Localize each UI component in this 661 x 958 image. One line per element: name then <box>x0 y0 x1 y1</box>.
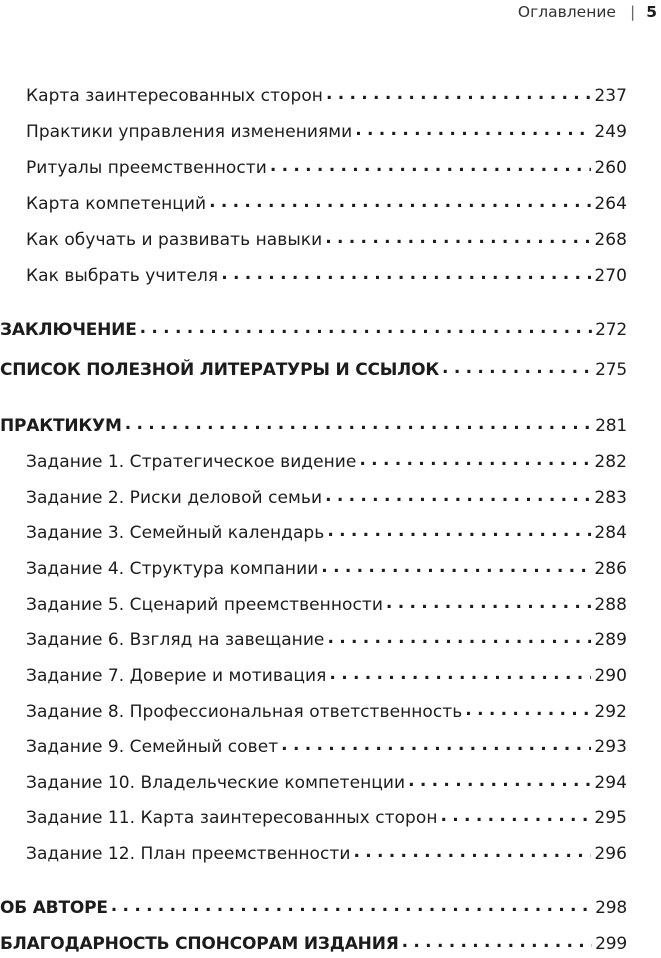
toc-entry-page: 294 <box>594 773 627 793</box>
toc-entry-title: Практики управления изменениями <box>26 122 353 142</box>
toc-chapter[interactable] <box>0 318 627 344</box>
toc-entry-title: Задание 7. Доверие и мотивация <box>26 666 327 686</box>
toc-leader-dots <box>270 156 592 173</box>
toc-entry-page: 290 <box>594 666 627 686</box>
toc-entry-title: Задание 9. Семейный совет <box>26 737 279 757</box>
toc-leader-dots <box>359 450 591 467</box>
toc-entry-page: 283 <box>594 488 627 508</box>
toc-entry[interactable] <box>26 120 627 146</box>
toc-entry-title: Ритуалы преемственности <box>26 158 267 178</box>
toc-entry[interactable] <box>26 521 627 547</box>
toc-entry[interactable] <box>26 156 627 182</box>
toc-entry-title: Задание 6. Взгляд на завещание <box>26 630 325 650</box>
toc-entry[interactable] <box>26 842 627 868</box>
toc-leader-dots <box>329 664 591 681</box>
toc-entry[interactable] <box>26 593 627 619</box>
toc-entry[interactable] <box>26 557 627 583</box>
toc-chapter[interactable] <box>0 896 627 922</box>
toc-entry-title: Задание 3. Семейный календарь <box>26 523 325 543</box>
toc-entry-title: Задание 11. Карта заинтересованных сторон <box>26 808 438 828</box>
toc-leader-dots <box>355 120 591 137</box>
toc-leader-dots <box>325 486 591 503</box>
toc-chapter-page: 272 <box>595 320 627 340</box>
toc-entry[interactable] <box>26 264 627 290</box>
toc-chapter[interactable] <box>0 932 627 958</box>
toc-entry[interactable] <box>26 735 627 761</box>
header-page-number: 5 <box>646 3 657 21</box>
toc-entry[interactable] <box>26 192 627 218</box>
toc-leader-dots <box>125 414 592 431</box>
toc-entry-title: Задание 8. Профессиональная ответственность <box>26 702 463 722</box>
header-separator: | <box>629 3 636 21</box>
toc-entry-title: Как обучать и развивать навыки <box>26 230 323 250</box>
toc-entry-page: 288 <box>594 595 627 615</box>
toc-chapter-title: БЛАГОДАРНОСТЬ СПОНСОРАМ ИЗДАНИЯ <box>0 934 399 954</box>
toc-entry[interactable] <box>26 771 627 797</box>
toc-entry-page: 284 <box>594 523 627 543</box>
toc-entry-title: Задание 4. Структура компании <box>26 559 319 579</box>
toc-entry-page: 249 <box>594 122 627 142</box>
toc-entry-page: 286 <box>594 559 627 579</box>
toc-entry-title: Задание 2. Риски деловой семьи <box>26 488 323 508</box>
toc-leader-dots <box>221 264 591 281</box>
toc-chapter-title: СПИСОК ПОЛЕЗНОЙ ЛИТЕРАТУРЫ И ССЫЛОК <box>0 360 440 380</box>
toc-chapter-page: 275 <box>595 360 627 380</box>
toc-entry-page: 260 <box>594 158 627 178</box>
toc-entry-title: Задание 1. Стратегическое видение <box>26 452 357 472</box>
toc-entry[interactable] <box>26 228 627 254</box>
toc-leader-dots <box>321 557 591 574</box>
toc-entry-page: 289 <box>594 630 627 650</box>
toc-chapter[interactable] <box>0 358 627 384</box>
toc-entry[interactable] <box>26 486 627 512</box>
toc-entry[interactable] <box>26 664 627 690</box>
running-header <box>518 1 657 23</box>
toc-entry-page: 295 <box>594 808 627 828</box>
toc-leader-dots <box>111 896 592 913</box>
toc-entry-page: 292 <box>594 702 627 722</box>
toc-entry-title: Карта компетенций <box>26 194 207 214</box>
toc-entry-page: 282 <box>594 452 627 472</box>
toc-entry-title: Задание 5. Сценарий преемственности <box>26 595 383 615</box>
toc-entry-title: Карта заинтересованных сторон <box>26 86 323 106</box>
toc-leader-dots <box>402 932 593 949</box>
toc-chapter-page: 281 <box>595 416 627 436</box>
toc-entry-page: 268 <box>594 230 627 250</box>
toc-entry-page: 237 <box>594 86 627 106</box>
toc-leader-dots <box>325 228 591 245</box>
toc-entry-page: 296 <box>594 844 627 864</box>
toc-chapter-title: ЗАКЛЮЧЕНИЕ <box>0 320 137 340</box>
toc-leader-dots <box>441 806 592 823</box>
toc-chapter[interactable] <box>0 414 627 440</box>
toc-entry-title: Как выбрать учителя <box>26 266 219 286</box>
toc-leader-dots <box>140 318 593 335</box>
header-section-title: Оглавление <box>517 3 616 21</box>
toc-entry[interactable] <box>26 628 627 654</box>
toc-leader-dots <box>281 735 591 752</box>
toc-entry[interactable] <box>26 806 627 832</box>
toc-chapter-title: ПРАКТИКУМ <box>0 416 122 436</box>
toc-leader-dots <box>327 628 591 645</box>
toc-leader-dots <box>408 771 591 788</box>
toc-entry[interactable] <box>26 700 627 726</box>
toc-leader-dots <box>386 593 591 610</box>
toc-entry-page: 293 <box>594 737 627 757</box>
toc-entry-title: Задание 12. План преемственности <box>26 844 351 864</box>
toc-leader-dots <box>465 700 591 717</box>
toc-leader-dots <box>327 521 591 538</box>
toc-chapter-title: ОБ АВТОРЕ <box>0 898 108 918</box>
toc-entry-title: Задание 10. Владельческие компетенции <box>26 773 406 793</box>
toc-chapter-page: 299 <box>595 934 627 954</box>
toc-entry[interactable] <box>26 84 627 110</box>
toc-leader-dots <box>209 192 591 209</box>
toc-entry[interactable] <box>26 450 627 476</box>
toc-leader-dots <box>353 842 591 859</box>
toc-leader-dots <box>326 84 591 101</box>
toc-leader-dots <box>442 358 592 375</box>
toc-chapter-page: 298 <box>595 898 627 918</box>
toc-entry-page: 270 <box>594 266 627 286</box>
toc-entry-page: 264 <box>594 194 627 214</box>
